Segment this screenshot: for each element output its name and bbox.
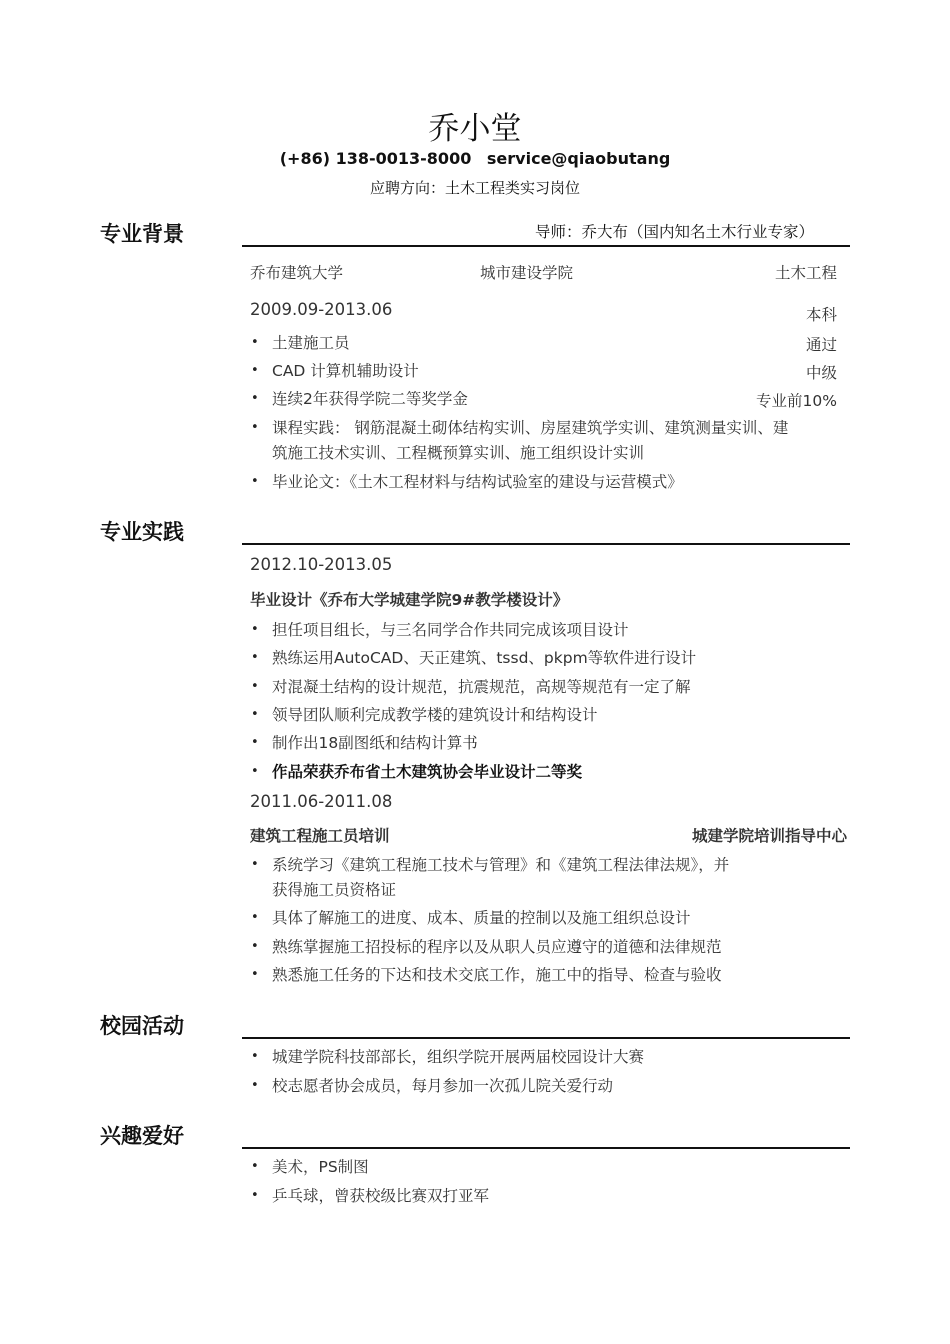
bullet-icon: •	[251, 939, 259, 954]
bullet-icon: •	[251, 622, 259, 637]
bullet-icon: •	[251, 391, 259, 406]
list-item: 具体了解施工的进度、成本、质量的控制以及施工组织总设计	[272, 909, 691, 927]
phone-number: (+86) 138-0013-8000	[279, 149, 472, 168]
list-item: 熟悉施工任务的下达和技术交底工作，施工中的指导、检查与验收	[272, 966, 722, 984]
section-title-campus: 校园活动	[100, 1014, 184, 1038]
bullet-icon: •	[251, 363, 259, 378]
list-item-line: 筑施工技术实训、工程概预算实训、施工组织设计实训	[272, 444, 645, 462]
resume-name: 乔小堂	[428, 111, 522, 147]
list-item: 毕业论文：《土木工程材料与结构试验室的建设与运营模式》	[272, 473, 683, 491]
list-item: 城建学院科技部部长，组织学院开展两届校园设计大赛	[272, 1048, 645, 1066]
bullet-icon: •	[251, 650, 259, 665]
list-item: 领导团队顺利完成教学楼的建筑设计和结构设计	[272, 706, 598, 724]
list-item-value: 通过	[805, 336, 837, 354]
list-item-value: 专业前10%	[756, 392, 837, 410]
list-item: 连续2年获得学院二等奖学金	[272, 390, 468, 408]
bullet-icon: •	[251, 420, 259, 435]
college-name: 城市建设学院	[480, 264, 574, 282]
contact-line	[0, 149, 950, 168]
list-item: 熟练运用AutoCAD、天正建筑、tssd、pkpm等软件进行设计	[272, 649, 697, 667]
bullet-icon: •	[251, 764, 259, 779]
list-item: 担任项目组长，与三名同学合作共同完成该项目设计	[272, 621, 629, 639]
bullet-icon: •	[251, 910, 259, 925]
bullet-icon: •	[251, 1078, 259, 1093]
list-item: CAD 计算机辅助设计	[272, 362, 419, 380]
major-name: 土木工程	[774, 264, 837, 282]
section-divider	[242, 543, 850, 545]
school-name: 乔布建筑大学	[250, 264, 344, 282]
section-title-practice: 专业实践	[100, 520, 184, 544]
section-divider	[242, 1037, 850, 1039]
list-item: 对混凝土结构的设计规范，抗震规范，高规等规范有一定了解	[272, 678, 691, 696]
bullet-icon: •	[251, 967, 259, 982]
list-item-highlight: 作品荣获乔布省土木建筑协会毕业设计二等奖	[272, 763, 583, 781]
bullet-icon: •	[251, 335, 259, 350]
list-item: 制作出18副图纸和结构计算书	[272, 734, 478, 752]
bullet-icon: •	[251, 1159, 259, 1174]
list-item-line: 课程实践： 钢筋混凝土砌体结构实训、房屋建筑学实训、建筑测量实训、建	[272, 419, 789, 437]
job-period: 2011.06-2011.08	[250, 792, 393, 811]
bullet-icon: •	[251, 1188, 259, 1203]
list-item: 校志愿者协会成员，每月参加一次孤儿院关爱行动	[272, 1077, 614, 1095]
degree: 本科	[805, 306, 837, 324]
bullet-icon: •	[251, 707, 259, 722]
list-item: 熟练掌握施工招投标的程序以及从职人员应遵守的道德和法律规范	[272, 938, 722, 956]
job-period: 2012.10-2013.05	[250, 555, 393, 574]
job-organization: 城建学院培训指导中心	[691, 827, 847, 845]
section-divider	[242, 1147, 850, 1149]
bullet-icon: •	[251, 1049, 259, 1064]
education-period: 2009.09-2013.06	[250, 300, 393, 319]
section-title-background: 专业背景	[100, 222, 184, 246]
section-title-hobbies: 兴趣爱好	[100, 1124, 184, 1148]
bullet-icon: •	[251, 735, 259, 750]
bullet-icon: •	[251, 474, 259, 489]
bullet-icon: •	[251, 679, 259, 694]
list-item: 美术，PS制图	[272, 1158, 369, 1176]
advisor: 导师：乔大布（国内知名土木行业专家）	[535, 223, 815, 241]
list-item-value: 中级	[805, 364, 837, 382]
list-item-line: 获得施工员资格证	[272, 881, 397, 899]
list-item: 乒乓球，曾获校级比赛双打亚军	[272, 1187, 490, 1205]
job-title: 建筑工程施工员培训	[250, 827, 390, 845]
section-divider	[242, 245, 850, 247]
list-item-line: 系统学习《建筑工程施工技术与管理》和《建筑工程法律法规》，并	[272, 856, 730, 874]
list-item: 土建施工员	[272, 334, 350, 352]
bullet-icon: •	[251, 857, 259, 872]
job-target: 应聘方向：土木工程类实习岗位	[369, 179, 580, 197]
job-title: 毕业设计《乔布大学城建学院9#教学楼设计》	[250, 591, 569, 609]
email-address: service@qiaobutang	[486, 149, 671, 168]
